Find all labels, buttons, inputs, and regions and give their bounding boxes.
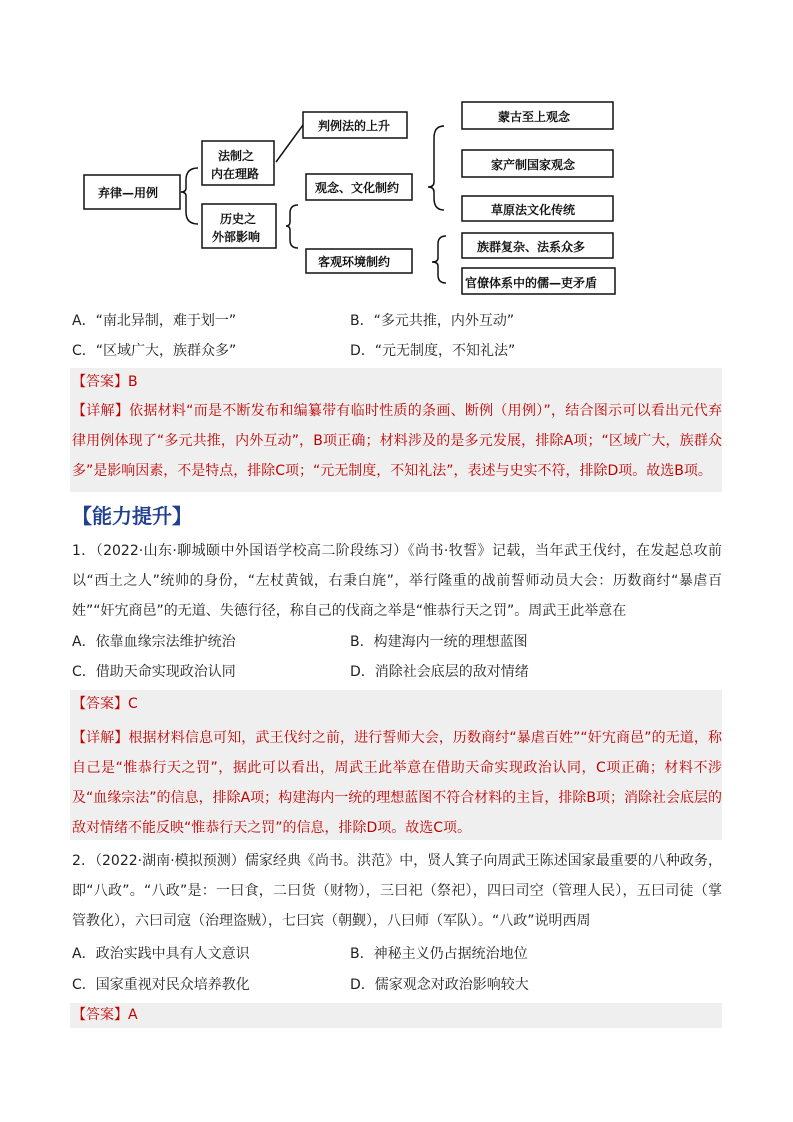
q2-option-b: B．神秘主义仍占据统治地位 [350, 946, 528, 962]
diagram-root-label: 弃律—用例 [98, 186, 159, 200]
diagram-internal-label-1: 法制之 [218, 149, 255, 163]
q0-option-b: B．“多元共推，内外互动” [350, 313, 515, 329]
diagram-item-3: 草原法文化传统 [491, 203, 576, 217]
q2-option-c: C．国家重视对民众培养教化 [72, 977, 250, 993]
q1-answer: 【答案】C [72, 696, 138, 712]
diagram-environment-label: 客观环境制约 [318, 255, 391, 269]
q0-option-d: D．“元无制度，不知礼法” [350, 343, 516, 359]
q1-option-d: D．消除社会底层的敌对情绪 [350, 664, 529, 680]
diagram-item-4: 族群复杂、法系众多 [477, 240, 586, 254]
q0-option-a: A．“南北异制，难于划一” [72, 313, 237, 329]
diagram-item-5: 官僚体系中的儒—吏矛盾 [465, 276, 598, 290]
q2-answer-panel [70, 1003, 722, 1028]
q1-option-b: B．构建海内一统的理想蓝图 [350, 634, 528, 650]
q2-option-a: A．政治实践中具有人文意识 [72, 946, 250, 962]
diagram-internal-label-2: 内在理路 [211, 167, 260, 181]
q0-detail: 【详解】依据材料“而是不断发布和编纂带有临时性质的条画、断例（用例）”，结合图示可以看出元代弃律用例体现了“多元共推，内外互动”，B项正确；材料涉及的是多元发展，排除A项；“区域广大，族群众多”是影响因素，不是特点，排除C项；“元无制度，不知礼法”，表述与史实不符，排除D项。故选B项。 [72, 403, 722, 479]
q2-answer: 【答案】A [72, 1007, 138, 1023]
q1-option-a: A．依靠血缘宗法维护统治 [72, 634, 236, 650]
diagram-precedent-label: 判例法的上升 [318, 119, 391, 133]
q1-stem: 1．（2022·山东·聊城颐中外国语学校高二阶段练习）《尚书·牧誓》记载，当年武王伐纣，在发起总攻前以“西土之人”统帅的身份，“左杖黄钺，右秉白旄”，举行隆重的战前誓师动员大会：历数商纣“暴虐百姓”“奸宄商邑”的无道、失德行径，称自己的伐商之举是“惟恭行天之罚”。周武王此举意在 [72, 543, 722, 619]
section-title: 【能力提升】 [72, 504, 192, 528]
q0-option-c: C．“区域广大，族群众多” [72, 343, 237, 359]
concept-diagram [0, 0, 793, 300]
diagram-external-label-1: 历史之 [220, 212, 257, 226]
diagram-item-1: 蒙古至上观念 [498, 110, 571, 124]
q0-answer: 【答案】B [72, 374, 138, 390]
diagram-external-label-2: 外部影响 [212, 230, 261, 244]
q1-detail: 【详解】根据材料信息可知，武王伐纣之前，进行誓师大会，历数商纣“暴虐百姓”“奸宄商邑”的无道，称自己是“惟恭行天之罚”，据此可以看出，周武王此举意在借助天命实现政治认同，C项正确；材料不涉及“血缘宗法”的信息，排除A项；构建海内一统的理想蓝图不符合材料的主旨，排除B项；消除社会底层的敌对情绪不能反映“惟恭行天之罚”的信息，排除D项。故选C项。 [72, 730, 722, 836]
q1-option-c: C．借助天命实现政治认同 [72, 664, 236, 680]
diagram-item-2: 家产制国家观念 [491, 158, 576, 172]
diagram-concept-label: 观念、文化制约 [315, 181, 400, 195]
q2-option-d: D．儒家观念对政治影响较大 [350, 977, 529, 993]
q2-stem: 2．（2022·湖南·模拟预测）儒家经典《尚书。洪范》中，贤人箕子向周武王陈述国家最重要的八种政务，即“八政”。“八政”是：一曰食，二曰货（财物），三曰祀（祭祀），四曰司空（管理人民），五曰司徒（掌管教化），六曰司寇（治理盗贼），七曰宾（朝觐），八曰师（军队）。“八政”说明西周 [72, 853, 722, 929]
